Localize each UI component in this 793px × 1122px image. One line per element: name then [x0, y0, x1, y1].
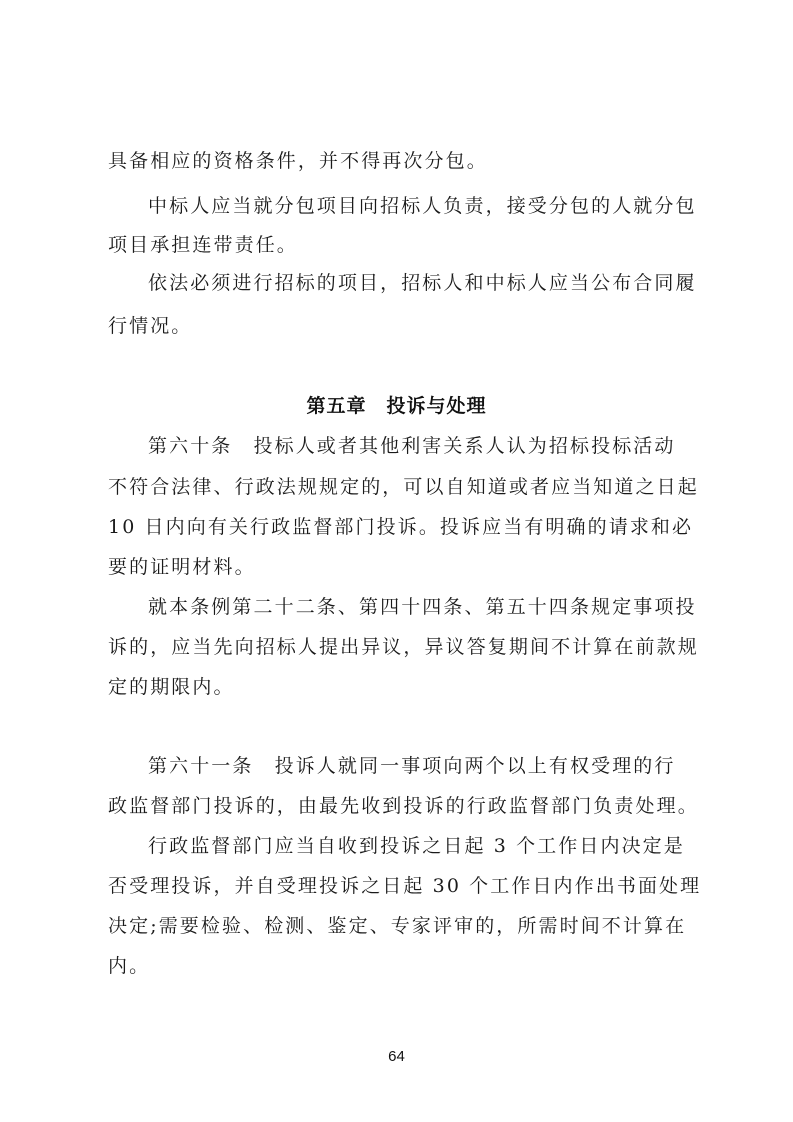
text-line: 10 日内向有关行政监督部门投诉。投诉应当有明确的请求和必 [108, 516, 694, 538]
text-line: 行政监督部门应当自收到投诉之日起 3 个工作日内决定是 [148, 835, 685, 857]
text-line: 不符合法律、行政法规规定的，可以自知道或者应当知道之日起 [108, 476, 699, 498]
text-line: 决定;需要检验、检测、鉴定、专家评审的，所需时间不计算在 [108, 915, 687, 937]
text-line: 第六十一条 投诉人就同一事项向两个以上有权受理的行 [148, 755, 676, 777]
text-line: 中标人应当就分包项目向招标人负责，接受分包的人就分包 [148, 195, 697, 217]
text-line: 具备相应的资格条件，并不得再次分包。 [108, 150, 488, 172]
chapter-heading: 第五章 投诉与处理 [306, 395, 487, 417]
text-line: 就本条例第二十二条、第四十四条、第五十四条规定事项投 [148, 596, 697, 618]
text-line: 定的期限内。 [108, 676, 235, 698]
text-line: 第六十条 投标人或者其他利害关系人认为招标投标活动 [148, 435, 676, 457]
text-line: 诉的，应当先向招标人提出异议，异议答复期间不计算在前款规 [108, 636, 699, 658]
text-line: 否受理投诉，并自受理投诉之日起 30 个工作日内作出书面处理 [108, 875, 702, 897]
text-line: 内。 [108, 955, 151, 977]
text-line: 项目承担连带责任。 [108, 234, 298, 256]
text-line: 行情况。 [108, 315, 193, 337]
text-line: 依法必须进行招标的项目，招标人和中标人应当公布合同履 [148, 272, 697, 294]
text-line: 政监督部门投诉的，由最先收到投诉的行政监督部门负责处理。 [108, 795, 699, 817]
page-number: 64 [388, 1048, 405, 1065]
text-line: 要的证明材料。 [108, 556, 256, 578]
